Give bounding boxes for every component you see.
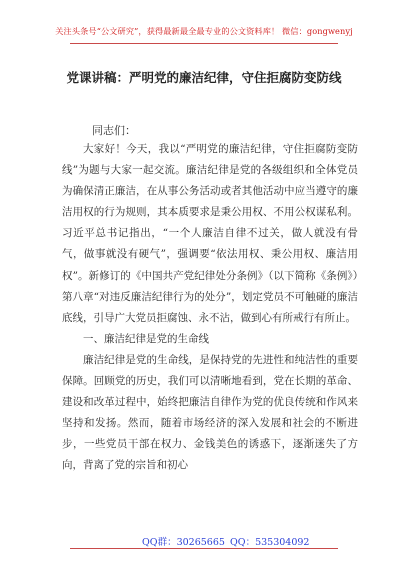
document-body: [62, 139, 358, 477]
header-divider: [70, 43, 338, 44]
salutation: 同志们：: [92, 124, 136, 137]
footer-qq-number: QQ：535304092: [230, 537, 310, 548]
section-heading: 一、廉洁纪律是党的生命线: [83, 332, 209, 345]
document-title: 党课讲稿：严明党的廉洁纪律，守住拒腐防变防线: [66, 70, 342, 85]
section-paragraph: 廉洁纪律是党的生命线，是保持党的先进性和纯洁性的重要保障。回顾党的历史，我们可以清晰地看到，党在长期的革命、建设和改革过程中，始终把廉洁自律作为党的优良传统和作风来坚持和发扬。然而，随着市场经济的深入发展和社会的不断进步，一些党员干部在权力、金钱美色的诱惑下，逐渐迷失了方向，背离了党的宗旨和初心: [62, 353, 358, 472]
intro-paragraph: 大家好！今天，我以“严明党的廉洁纪律，守住拒腐防变防线”为题与大家一起交流。廉洁纪律是党的各级组织和全体党员为确保清正廉洁，在从事公务活动或者其他活动中应当遵守的廉洁用权的行为规则，其本质要求是秉公用权、不用公权谋私利。习近平总书记指出，“一个人廉洁自律不过关，做人就没有骨气，做事就没有硬气”，强调要“依法用权、秉公用权、廉洁用权”。新修订的《中国共产党纪律处分条例》（以下简称《条例》）第八章“对违反廉洁纪律行为的处分”，划定党员不可触碰的廉洁底线，引导广大党员拒腐蚀、永不沾，做到心有所戒行有所止。: [62, 143, 358, 324]
header-promo-note: 关注头条号“公文研究”，获得最新最全最专业的公文资料库！ 微信：gongwenyj: [55, 26, 353, 36]
footer-qq-group: QQ群：30265665: [142, 537, 225, 548]
footer-divider: [70, 548, 338, 549]
